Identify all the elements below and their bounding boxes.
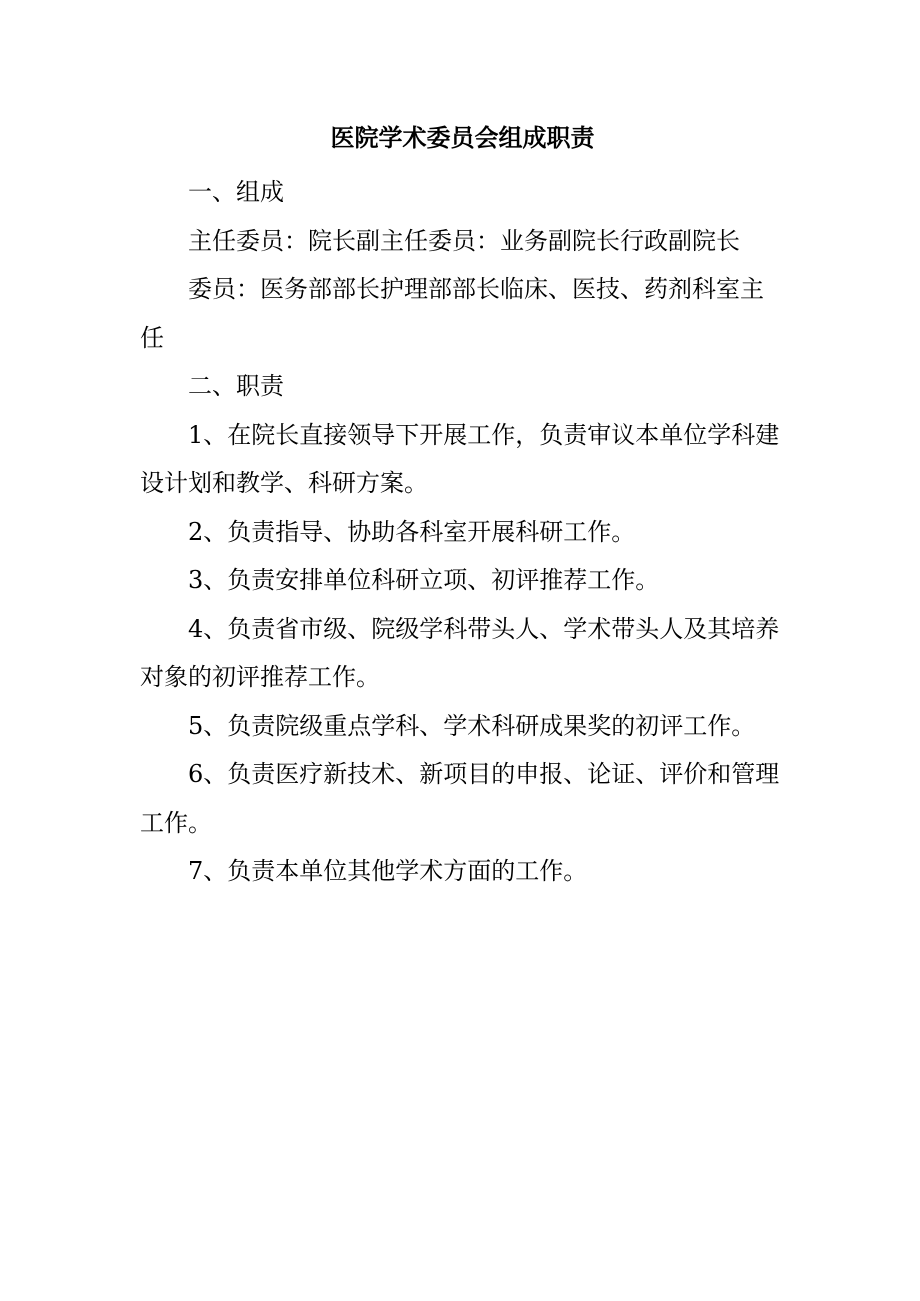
duty-item-4: 4、负责省市级、院级学科带头人、学术带头人及其培养对象的初评推荐工作。 bbox=[140, 614, 780, 691]
section-heading-composition: 一、组成 bbox=[188, 178, 284, 206]
section-heading-duties: 二、职责 bbox=[188, 372, 284, 400]
paragraph-director-members: 主任委员：院长副主任委员：业务副院长行政副院长 bbox=[188, 226, 740, 255]
duty-item-3: 3、负责安排单位科研立项、初评推荐工作。 bbox=[188, 566, 660, 594]
duty-item-5: 5、负责院级重点学科、学术科研成果奖的初评工作。 bbox=[188, 711, 756, 740]
document-body bbox=[140, 118, 785, 896]
duty-item-1: 1、在院长直接领导下开展工作，负责审议本单位学科建设计划和教学、科研方案。 bbox=[140, 420, 780, 497]
duty-item-6: 6、负责医疗新技术、新项目的申报、论证、评价和管理工作。 bbox=[140, 760, 780, 837]
duty-item-2: 2、负责指导、协助各科室开展科研工作。 bbox=[188, 517, 636, 546]
document-title: 医院学术委员会组成职责 bbox=[330, 123, 595, 152]
paragraph-committee-members: 委员：医务部部长护理部部长临床、医技、药剂科室主任 bbox=[140, 275, 764, 352]
duty-item-7: 7、负责本单位其他学术方面的工作。 bbox=[188, 857, 588, 885]
